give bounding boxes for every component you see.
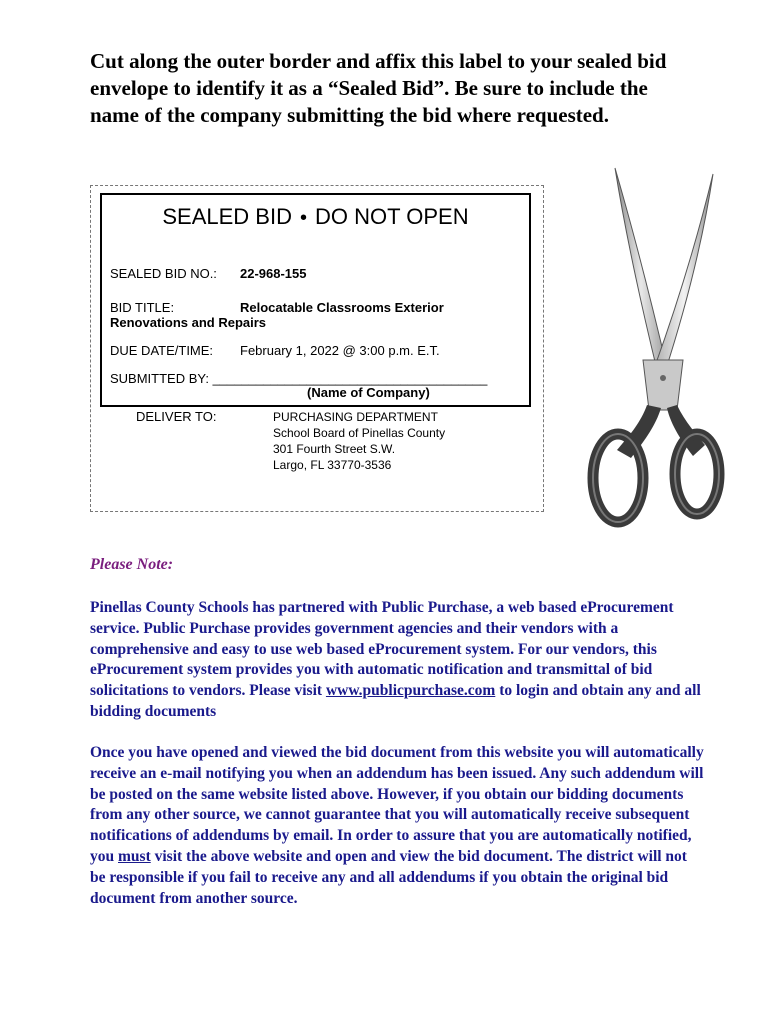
must-emphasis: must <box>118 847 151 865</box>
bid-title-value-line1: Relocatable Classrooms Exterior <box>240 300 444 315</box>
publicpurchase-link[interactable]: www.publicpurchase.com <box>325 682 496 700</box>
bid-title-label: BID TITLE: <box>110 300 175 315</box>
address-line: PURCHASING DEPARTMENT <box>273 410 438 424</box>
company-name-caption: (Name of Company) <box>307 385 430 400</box>
label-title <box>100 204 531 230</box>
delivery-address <box>273 409 445 473</box>
due-date-label: DUE DATE/TIME: <box>110 343 214 358</box>
address-line: 301 Fourth Street S.W. <box>273 442 396 456</box>
address-line: School Board of Pinellas County <box>273 426 446 440</box>
label-title-left: SEALED BID <box>162 204 292 229</box>
note-heading: Please Note: <box>90 556 174 573</box>
note-paragraph-2-text: Once you have opened and viewed the bid document from this website you will automatically receive an e-mail notifying you when an addendum has been issued. Any such addendum will be posted on the same website listed above. However, if you obtain our bidding documents from any other source, we cannot guarantee that you will automatically receive subsequent notifications of addendums by email. In order to assure that you are automatically notified, you <box>90 744 704 865</box>
label-title-right: DO NOT OPEN <box>315 204 469 229</box>
note-paragraph-1 <box>90 598 705 723</box>
bid-title-value-line2: Renovations and Repairs <box>110 315 267 330</box>
note-paragraph-1-tail: to login and obtain any and all bidding documents <box>90 682 701 720</box>
bid-no-value: 22-968-155 <box>240 266 307 281</box>
deliver-to-label: DELIVER TO: <box>136 409 217 424</box>
bid-no-label: SEALED BID NO.: <box>110 266 217 281</box>
note-paragraph-2 <box>90 743 705 909</box>
note-paragraph-2-tail: visit the above website and open and view the bid document. The district will not be responsible if you fail to receive any and all addendums if you obtain the original bid document from another source. <box>90 847 687 907</box>
cut-instructions: Cut along the outer border and affix this label to your sealed bid envelope to identify it as a “Sealed Bid”. Be sure to include the name of the company submitting the bid where requested. <box>90 49 667 127</box>
scissors-icon <box>585 160 735 545</box>
address-line: Largo, FL 33770-3536 <box>273 458 392 472</box>
bullet-icon: • <box>299 207 307 229</box>
due-date-value: February 1, 2022 @ 3:00 p.m. E.T. <box>240 343 440 358</box>
note-paragraph-1-text: Pinellas County Schools has partnered with Public Purchase, a web based eProcurement service. Public Purchase provides government agencies and their vendors with a comprehensive and easy to use web based eProcurement system. For our vendors, this eProcurement system provides you with automatic notification and transmittal of bid solicitations to vendors. Please visit <box>90 599 674 700</box>
submitted-by-line: SUBMITTED BY: ______________________________________ <box>110 371 488 386</box>
